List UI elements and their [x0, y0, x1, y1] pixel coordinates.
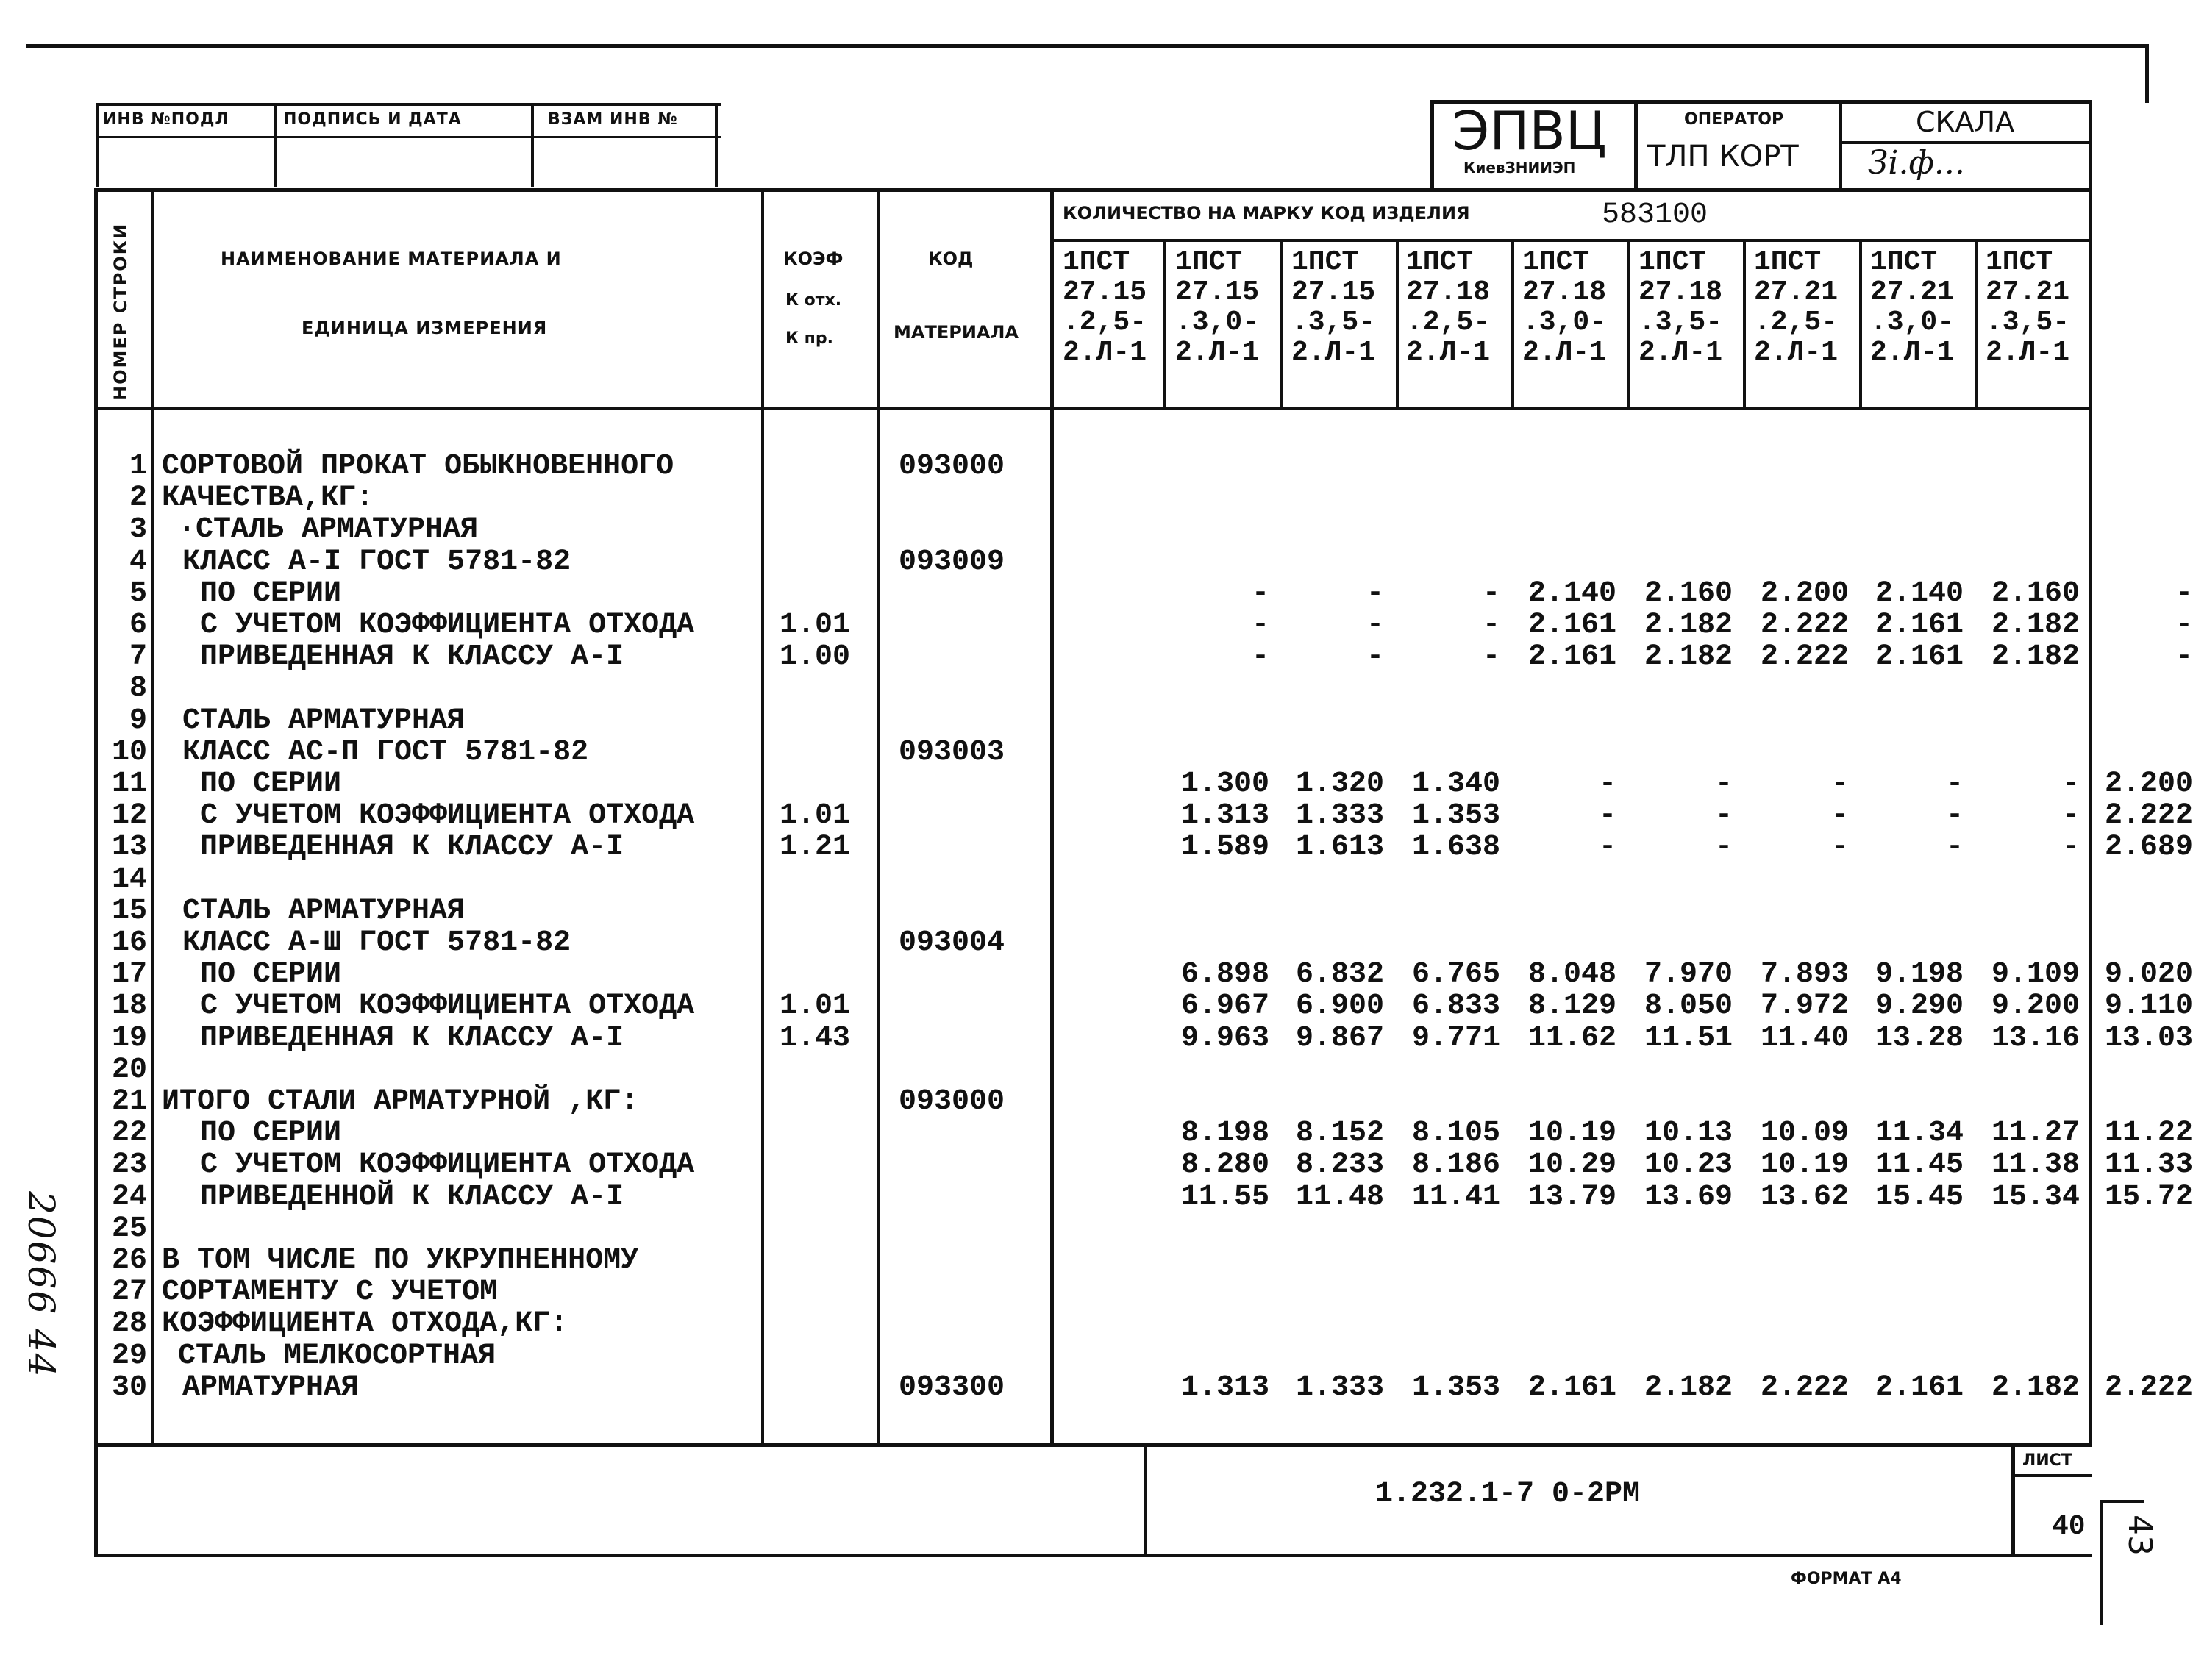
material-name: СОРТАМЕНТУ С УЧЕТОМ [162, 1276, 498, 1309]
row-number-header: НОМЕР СТРОКИ [110, 222, 131, 401]
material-code: 093000 [899, 1085, 1005, 1118]
quantity-value: 1.353 [1411, 799, 1500, 833]
format-label: ФОРМАТ А4 [1791, 1570, 1902, 1588]
quantity-value: 8.050 [1644, 990, 1733, 1023]
material-name: С УЧЕТОМ КОЭФФИЦИЕНТА ОТХОДА [200, 609, 695, 642]
row-number: 23 [111, 1148, 147, 1182]
row-number: 5 [129, 576, 147, 610]
quantity-value: 2.140 [1527, 576, 1616, 610]
quantity-value: 2.161 [1527, 609, 1616, 642]
material-name: КЛАСС АС-П ГОСТ 5781-82 [182, 735, 589, 769]
skala-label: СКАЛА [1916, 106, 2015, 138]
quantity-value: 6.833 [1411, 990, 1500, 1023]
quantity-value: 13.28 [1875, 1021, 1964, 1055]
quantity-value: 1.333 [1295, 799, 1384, 833]
epvc-logo: ЭПВЦ [1452, 100, 1607, 162]
mark-header-7: 1ПСТ 27.21 .2,5- 2.Л-1 [1754, 246, 1839, 368]
quantity-value: 1.353 [1411, 1370, 1500, 1404]
quantity-value: 2.182 [1644, 640, 1733, 674]
vzam-inv-label: ВЗАМ ИНВ № [548, 110, 678, 129]
quantity-value: 9.867 [1295, 1021, 1384, 1055]
top-border [26, 44, 2147, 48]
material-rows [94, 450, 2193, 1435]
row-number: 12 [111, 799, 147, 833]
material-name-header-2: ЕДИНИЦА ИЗМЕРЕНИЯ [302, 318, 548, 338]
quantity-value: 10.19 [1760, 1148, 1849, 1182]
quantity-value: - [1598, 768, 1616, 801]
quantity-header: КОЛИЧЕСТВО НА МАРКУ КОД ИЗДЕЛИЯ [1063, 203, 1470, 224]
quantity-value: 2.222 [2104, 799, 2193, 833]
material-name: ПО СЕРИИ [200, 768, 342, 801]
row-number: 27 [111, 1276, 147, 1309]
mark-header-4: 1ПСТ 27.18 .2,5- 2.Л-1 [1406, 246, 1491, 368]
quantity-value: 13.16 [1991, 1021, 2080, 1055]
quantity-value: - [1482, 640, 1500, 674]
coefficient: 1.01 [780, 609, 851, 642]
quantity-value: 2.161 [1875, 640, 1964, 674]
row-number: 29 [111, 1339, 147, 1373]
material-code: 093000 [899, 450, 1005, 483]
quantity-value: 1.613 [1295, 831, 1384, 865]
quantity-value: 10.09 [1760, 1117, 1849, 1151]
quantity-value: 8.048 [1527, 958, 1616, 992]
sheet-label: ЛИСТ [2022, 1451, 2072, 1470]
coefficient: 1.01 [780, 990, 851, 1023]
quantity-value: 2.200 [1760, 576, 1849, 610]
quantity-value: 7.893 [1760, 958, 1849, 992]
quantity-value: 9.198 [1875, 958, 1964, 992]
sheet-number: 40 [2052, 1511, 2086, 1543]
coefficient: 1.21 [780, 831, 851, 865]
quantity-value: 2.161 [1527, 1370, 1616, 1404]
quantity-value: 8.233 [1295, 1148, 1384, 1182]
row-number: 24 [111, 1180, 147, 1214]
quantity-value: 9.110 [2104, 990, 2193, 1023]
quantity-value: 2.182 [1991, 609, 2080, 642]
material-name-header-1: НАИМЕНОВАНИЕ МАТЕРИАЛА И [221, 249, 562, 269]
document-code: 1.232.1-7 0-2РМ [1375, 1478, 1641, 1511]
row-number: 20 [111, 1053, 147, 1087]
quantity-value: 11.45 [1875, 1148, 1964, 1182]
quantity-value: 15.34 [1991, 1180, 2080, 1214]
material-name: ПО СЕРИИ [200, 1117, 342, 1151]
row-number: 3 [129, 513, 147, 547]
material-name: КАЧЕСТВА,КГ: [162, 482, 374, 515]
material-code: 093009 [899, 545, 1005, 579]
row-number: 22 [111, 1117, 147, 1151]
quantity-value: 2.161 [1527, 640, 1616, 674]
inv-podl-label: ИНВ №ПОДЛ [103, 110, 229, 129]
row-number: 4 [129, 545, 147, 579]
quantity-value: 11.62 [1527, 1021, 1616, 1055]
material-code: 093004 [899, 926, 1005, 959]
mark-header-2: 1ПСТ 27.15 .3,0- 2.Л-1 [1175, 246, 1260, 368]
row-number: 8 [129, 672, 147, 706]
mark-header-5: 1ПСТ 27.18 .3,0- 2.Л-1 [1522, 246, 1607, 368]
quantity-value: 2.200 [2104, 768, 2193, 801]
quantity-value: 7.972 [1760, 990, 1849, 1023]
quantity-value: 2.182 [1991, 1370, 2080, 1404]
quantity-value: - [1482, 609, 1500, 642]
row-number: 17 [111, 958, 147, 992]
quantity-value: 11.51 [1644, 1021, 1733, 1055]
quantity-value: 10.29 [1527, 1148, 1616, 1182]
row-number: 14 [111, 862, 147, 896]
material-name: ПРИВЕДЕННАЯ К КЛАССУ А-I [200, 640, 624, 674]
material-name: С УЧЕТОМ КОЭФФИЦИЕНТА ОТХОДА [200, 799, 695, 833]
quantity-value: 11.34 [1875, 1117, 1964, 1151]
quantity-value: - [1366, 576, 1384, 610]
quantity-value: 8.152 [1295, 1117, 1384, 1151]
row-number: 25 [111, 1212, 147, 1245]
quantity-value: 1.589 [1180, 831, 1269, 865]
quantity-value: - [1714, 799, 1733, 833]
quantity-value: 1.300 [1180, 768, 1269, 801]
material-name: КОЭФФИЦИЕНТА ОТХОДА,КГ: [162, 1307, 568, 1341]
quantity-value: 2.160 [1644, 576, 1733, 610]
code-header-2: МАТЕРИАЛА [894, 322, 1019, 343]
quantity-value: 13.79 [1527, 1180, 1616, 1214]
material-name: С УЧЕТОМ КОЭФФИЦИЕНТА ОТХОДА [200, 990, 695, 1023]
product-code: 583100 [1602, 199, 1708, 232]
operator-label: ОПЕРАТОР [1684, 110, 1784, 129]
material-name: В ТОМ ЧИСЛЕ ПО УКРУПНЕННОМУ [162, 1244, 639, 1277]
quantity-value: - [1830, 831, 1849, 865]
code-header-1: КОД [928, 249, 974, 269]
material-name: АРМАТУРНАЯ [182, 1370, 360, 1404]
quantity-value: 11.38 [1991, 1148, 2080, 1182]
podpis-data-label: ПОДПИСЬ И ДАТА [283, 110, 462, 129]
quantity-value: - [1251, 576, 1269, 610]
quantity-value: 10.23 [1644, 1148, 1733, 1182]
quantity-value: - [2061, 799, 2080, 833]
material-name: ·СТАЛЬ АРМАТУРНАЯ [178, 513, 479, 547]
row-number: 26 [111, 1244, 147, 1277]
quantity-value: - [1251, 640, 1269, 674]
quantity-value: 2.222 [1760, 609, 1849, 642]
quantity-value: 1.333 [1295, 1370, 1384, 1404]
coef-header-2: К отх. [785, 291, 842, 310]
quantity-value: - [1714, 768, 1733, 801]
quantity-value: 11.27 [1991, 1117, 2080, 1151]
material-code: 093003 [899, 735, 1005, 769]
row-number: 16 [111, 926, 147, 959]
quantity-value: 9.290 [1875, 990, 1964, 1023]
quantity-value: - [2175, 640, 2193, 674]
quantity-value: 1.320 [1295, 768, 1384, 801]
material-name: СТАЛЬ АРМАТУРНАЯ [182, 704, 466, 737]
quantity-value: 13.03 [2104, 1021, 2193, 1055]
side-inventory-number: 20666 44 [20, 1191, 63, 1379]
quantity-value: - [1251, 609, 1269, 642]
quantity-value: 1.313 [1180, 1370, 1269, 1404]
material-name: КЛАСС А-I ГОСТ 5781-82 [182, 545, 571, 579]
quantity-value: 1.638 [1411, 831, 1500, 865]
row-number: 30 [111, 1370, 147, 1404]
quantity-value: - [1598, 799, 1616, 833]
material-name: ПО СЕРИИ [200, 958, 342, 992]
material-name: СОРТОВОЙ ПРОКАТ ОБЫКНОВЕННОГО [162, 450, 674, 483]
quantity-value: - [2061, 831, 2080, 865]
quantity-value: 11.40 [1760, 1021, 1849, 1055]
coef-header-3: К пр. [785, 329, 833, 348]
coef-header-1: КОЭФ [783, 249, 844, 269]
quantity-value: 2.222 [1760, 1370, 1849, 1404]
row-number: 6 [129, 609, 147, 642]
side-page-number: 43 [2121, 1515, 2158, 1556]
row-number: 10 [111, 735, 147, 769]
right-edge-line [2145, 44, 2149, 103]
quantity-value: 11.41 [1411, 1180, 1500, 1214]
quantity-value: - [1830, 768, 1849, 801]
quantity-value: 2.222 [1760, 640, 1849, 674]
row-number: 11 [111, 768, 147, 801]
material-name: ПРИВЕДЕННАЯ К КЛАССУ А-I [200, 1021, 624, 1055]
quantity-value: - [1598, 831, 1616, 865]
quantity-value: - [1366, 609, 1384, 642]
quantity-value: 2.182 [1991, 640, 2080, 674]
row-number: 15 [111, 894, 147, 928]
quantity-value: 9.963 [1180, 1021, 1269, 1055]
quantity-value: 6.898 [1180, 958, 1269, 992]
coefficient: 1.43 [780, 1021, 851, 1055]
mark-header-9: 1ПСТ 27.21 .3,5- 2.Л-1 [1986, 246, 2070, 368]
mark-header-8: 1ПСТ 27.21 .3,0- 2.Л-1 [1870, 246, 1955, 368]
quantity-value: 2.161 [1875, 1370, 1964, 1404]
quantity-value: 1.313 [1180, 799, 1269, 833]
row-number: 28 [111, 1307, 147, 1341]
material-name: ПРИВЕДЕННОЙ К КЛАССУ А-I [200, 1180, 624, 1214]
material-name: ПРИВЕДЕННАЯ К КЛАССУ А-I [200, 831, 624, 865]
quantity-value: 10.19 [1527, 1117, 1616, 1151]
quantity-value: 6.765 [1411, 958, 1500, 992]
quantity-value: 8.105 [1411, 1117, 1500, 1151]
quantity-value: 13.62 [1760, 1180, 1849, 1214]
quantity-value: 11.22 [2104, 1117, 2193, 1151]
quantity-value: - [1714, 831, 1733, 865]
quantity-value: 2.160 [1991, 576, 2080, 610]
logo-subtitle: КиевЗНИИЭП [1463, 159, 1576, 176]
material-code: 093300 [899, 1370, 1005, 1404]
quantity-value: 6.832 [1295, 958, 1384, 992]
handwritten-signature: Зі.ф... [1868, 144, 1965, 182]
quantity-value: - [2175, 609, 2193, 642]
quantity-value: - [2061, 768, 2080, 801]
quantity-value: 8.186 [1411, 1148, 1500, 1182]
material-name: С УЧЕТОМ КОЭФФИЦИЕНТА ОТХОДА [200, 1148, 695, 1182]
quantity-value: 2.140 [1875, 576, 1964, 610]
quantity-value: 11.55 [1180, 1180, 1269, 1214]
quantity-value: 7.970 [1644, 958, 1733, 992]
row-number: 21 [111, 1085, 147, 1118]
quantity-value: 15.45 [1875, 1180, 1964, 1214]
quantity-value: - [1945, 831, 1964, 865]
row-number: 2 [129, 482, 147, 515]
row-number: 18 [111, 990, 147, 1023]
mark-header-6: 1ПСТ 27.18 .3,5- 2.Л-1 [1638, 246, 1723, 368]
material-name: КЛАСС А-Ш ГОСТ 5781-82 [182, 926, 571, 959]
quantity-value: 11.48 [1295, 1180, 1384, 1214]
coefficient: 1.00 [780, 640, 851, 674]
mark-header-3: 1ПСТ 27.15 .3,5- 2.Л-1 [1291, 246, 1376, 368]
quantity-value: 8.198 [1180, 1117, 1269, 1151]
quantity-value: - [2175, 576, 2193, 610]
quantity-value: 2.689 [2104, 831, 2193, 865]
quantity-value: 2.161 [1875, 609, 1964, 642]
quantity-value: - [1366, 640, 1384, 674]
quantity-value: 10.13 [1644, 1117, 1733, 1151]
row-number: 1 [129, 450, 147, 483]
row-number: 13 [111, 831, 147, 865]
quantity-value: 13.69 [1644, 1180, 1733, 1214]
quantity-value: 8.129 [1527, 990, 1616, 1023]
quantity-value: 2.182 [1644, 1370, 1733, 1404]
quantity-value: 2.222 [2104, 1370, 2193, 1404]
material-name: ИТОГО СТАЛИ АРМАТУРНОЙ ,КГ: [162, 1085, 639, 1118]
quantity-value: - [1482, 576, 1500, 610]
quantity-value: 6.967 [1180, 990, 1269, 1023]
operator-value: ТЛП КОРТ [1647, 140, 1799, 174]
quantity-value: 6.900 [1295, 990, 1384, 1023]
material-name: СТАЛЬ МЕЛКОСОРТНАЯ [178, 1339, 496, 1373]
quantity-value: 1.340 [1411, 768, 1500, 801]
quantity-value: 8.280 [1180, 1148, 1269, 1182]
quantity-value: 9.200 [1991, 990, 2080, 1023]
quantity-value: 9.020 [2104, 958, 2193, 992]
material-name: СТАЛЬ АРМАТУРНАЯ [182, 894, 466, 928]
quantity-value: 2.182 [1644, 609, 1733, 642]
mark-header-1: 1ПСТ 27.15 .2,5- 2.Л-1 [1063, 246, 1147, 368]
quantity-value: 11.33 [2104, 1148, 2193, 1182]
quantity-value: 9.109 [1991, 958, 2080, 992]
coefficient: 1.01 [780, 799, 851, 833]
material-name: ПО СЕРИИ [200, 576, 342, 610]
quantity-value: - [1945, 799, 1964, 833]
quantity-value: 9.771 [1411, 1021, 1500, 1055]
quantity-value: - [1945, 768, 1964, 801]
row-number: 19 [111, 1021, 147, 1055]
row-number: 9 [129, 704, 147, 737]
row-number: 7 [129, 640, 147, 674]
quantity-value: - [1830, 799, 1849, 833]
quantity-value: 15.72 [2104, 1180, 2193, 1214]
